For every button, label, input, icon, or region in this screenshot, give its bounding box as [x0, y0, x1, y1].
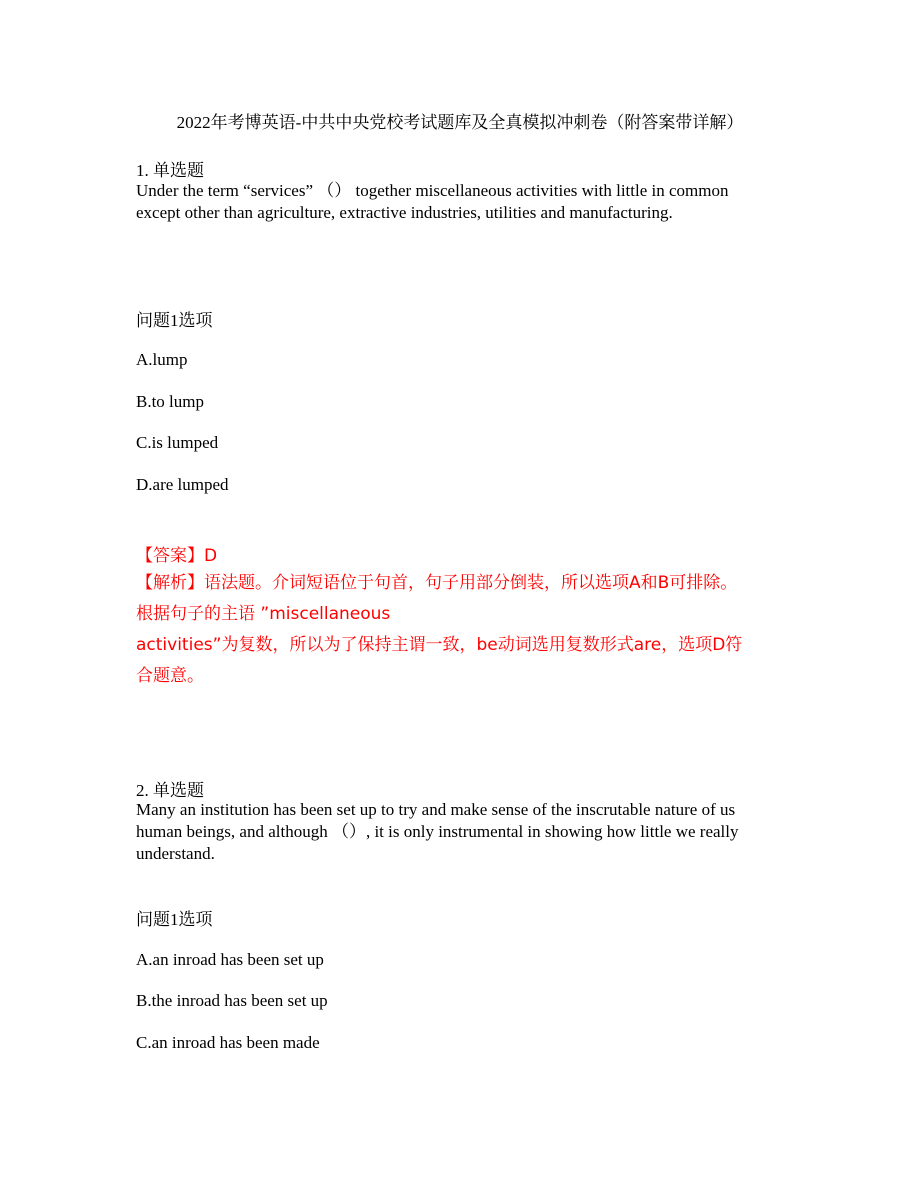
question-1-option-a: A.lump — [136, 350, 188, 369]
question-1-stem-line: Under the term “services” （） together miscellaneous activities with little in common — [136, 181, 729, 200]
question-1-option-b: B.to lump — [136, 392, 205, 411]
question-1-stem-line: except other than agriculture, extractive industries, utilities and manufacturing. — [136, 203, 673, 222]
question-1-option-c: C.is lumped — [136, 433, 219, 452]
question-2-options-heading: 问题1选项 — [136, 910, 213, 929]
question-1-options-heading: 问题1选项 — [136, 311, 213, 330]
question-2-option-a: A.an inroad has been set up — [136, 950, 324, 969]
question-2-stem-line: Many an institution has been set up to try and make sense of the inscrutable nature of us — [136, 800, 736, 819]
analysis-line: activities”为复数，所以为了保持主谓一致，be动词选用复数形式are，选项D符 — [136, 635, 743, 655]
question-1-analysis — [136, 568, 786, 692]
question-2-stem-line: human beings, and although （）, it is only instrumental in showing how little we really — [136, 822, 739, 841]
question-1-type: 1. 单选题 — [136, 161, 204, 180]
analysis-line: 合题意。 — [136, 666, 204, 686]
question-2-stem — [136, 799, 796, 865]
question-2-option-b: B.the inroad has been set up — [136, 991, 328, 1010]
analysis-line: 根据句子的主语 ”miscellaneous — [136, 604, 391, 624]
question-2-stem-line: understand. — [136, 844, 215, 863]
question-2-type: 2. 单选题 — [136, 781, 204, 800]
analysis-line: 【解析】语法题。介词短语位于句首，句子用部分倒装，所以选项A和B可排除。 — [136, 573, 738, 593]
question-1-option-d: D.are lumped — [136, 475, 229, 494]
document-title: 2022年考博英语-中共中央党校考试题库及全真模拟冲刺卷（附答案带详解） — [176, 113, 744, 132]
question-1-answer: 【答案】D — [136, 546, 218, 566]
question-1-stem — [136, 180, 796, 224]
question-2-option-c: C.an inroad has been made — [136, 1033, 320, 1052]
